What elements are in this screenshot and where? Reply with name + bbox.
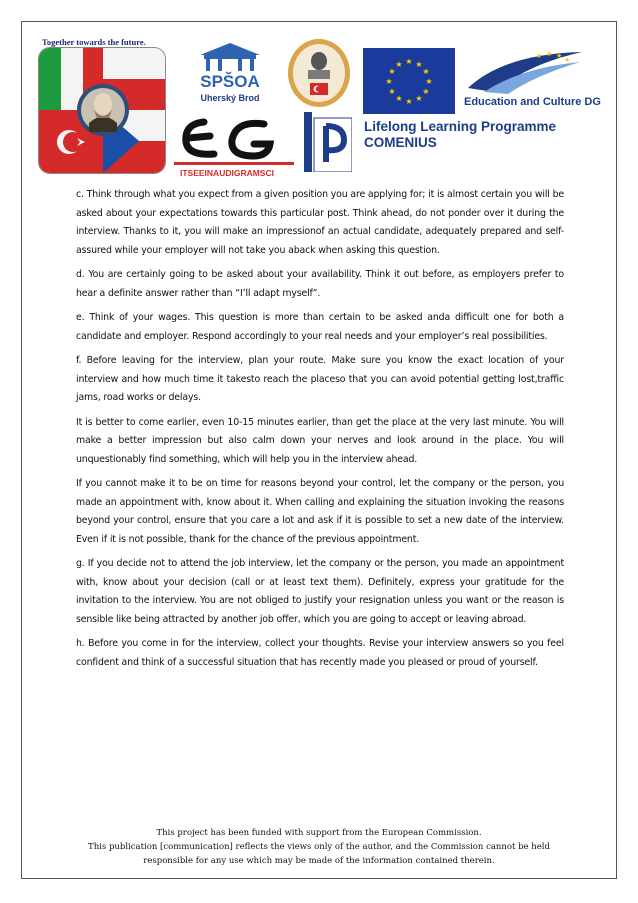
logo-header: [36, 30, 601, 180]
eu-flag-icon: [363, 48, 455, 114]
eac-label: Education and Culture DG: [464, 96, 601, 108]
project-tagline: Together towards the future.: [42, 37, 146, 47]
svg-text:★: ★: [415, 60, 423, 69]
spsoa-city: Uherský Brod: [200, 93, 260, 103]
footer-line-1: This project has been funded with support from the European Commission.: [156, 828, 482, 838]
llp-programme: Lifelong Learning Programme: [364, 119, 557, 134]
svg-text:★: ★: [395, 60, 403, 69]
spsoa-school-logo: [190, 41, 270, 111]
spsoa-name: SPŠOA: [200, 72, 260, 91]
pedagogy-logo: [304, 112, 352, 172]
school-seal-logo: [286, 37, 352, 109]
paragraph-c: c. Think through what you expect from a given position you are applying for; it is almost certain you will be asked about your expectations towards this particular post. Think ahead, do not ponder over it during the interview. Thanks to it, you will make an impressionof an actual candidate, adequately prepared and self-assured while your employer will not take you aback when asking this question.: [76, 189, 564, 256]
svg-text:★: ★: [385, 77, 393, 86]
document-body: [76, 186, 564, 678]
svg-text:★: ★: [422, 87, 430, 96]
paragraph-d: d. You are certainly going to be asked about your availability. Think it out before, as employers prefer to hear a definite answer rather than “I’ll adapt myself”.: [76, 269, 564, 299]
svg-text:★: ★: [388, 67, 396, 76]
svg-text:★: ★: [556, 52, 563, 60]
svg-text:★: ★: [425, 77, 433, 86]
eu-disclaimer-footer: [40, 826, 598, 868]
einaudi-gramsci-logo: [174, 110, 294, 180]
svg-text:★: ★: [405, 97, 413, 106]
paragraph-h: h. Before you come in for the interview, collect your thoughts. Revise your interview answers so you feel confident and think of a successful situation that has recently made you pleased or proud of yourself.: [76, 638, 564, 668]
svg-text:★: ★: [536, 52, 543, 60]
svg-text:★: ★: [388, 87, 396, 96]
svg-text:★: ★: [415, 94, 423, 103]
footer-line-3: responsible for any use which may be made of the information contained therein.: [143, 856, 495, 866]
svg-text:★: ★: [564, 56, 571, 64]
paragraph-g: g. If you decide not to attend the job interview, let the company or the person, you made an appointment with, know about your decision (call or at least text them). Definitely, express your gratitude for the invitation to the interview. You are not obliged to justify your resignation unless you want or the reason is sensible like being attracted by another job offer, which you are going to accept or leaving abroad.: [76, 558, 564, 625]
llp-label: [364, 119, 556, 151]
einaudi-gramsci-label: ITSEEINAUDIGRAMSCI: [180, 168, 274, 178]
svg-text:★: ★: [422, 67, 430, 76]
paragraph-f: f. Before leaving for the interview, plan your route. Make sure you know the exact location of your interview and how much time it takesto reach the placeso that you can avoid potential getting lost,traffic jams, road works or delays.: [76, 355, 564, 403]
svg-text:★: ★: [395, 94, 403, 103]
footer-line-2: This publication [communication] reflects the views only of the author, and the Commission cannot be held: [88, 842, 550, 852]
paragraph-arrive-early: It is better to come earlier, even 10-15 minutes earlier, than get the place at the very last minute. You will make a better impression but also calm down your nerves and look around in the place. You will unquestionably find something, which will help you in the interview ahead.: [76, 416, 564, 465]
svg-text:★: ★: [405, 57, 413, 66]
partner-flags-logo: [38, 47, 166, 174]
paragraph-late-notice: If you cannot make it to be on time for reasons beyond your control, let the company or the person, you made an appointment with, know about it. When calling and explaining the situation invoking the reasons beyond your control, ensure that you care a lot and ask if it is possible to set a new date of the interview. Even if it is not possible, thank for the chance of the previous appointment.: [76, 478, 564, 545]
llp-comenius: COMENIUS: [364, 135, 437, 150]
paragraph-e: e. Think of your wages. This question is more than certain to be asked anda difficult one for both a candidate and employer. Respond accordingly to your real needs and your employer’s real possibilities.: [76, 312, 564, 342]
svg-text:★: ★: [546, 50, 553, 58]
